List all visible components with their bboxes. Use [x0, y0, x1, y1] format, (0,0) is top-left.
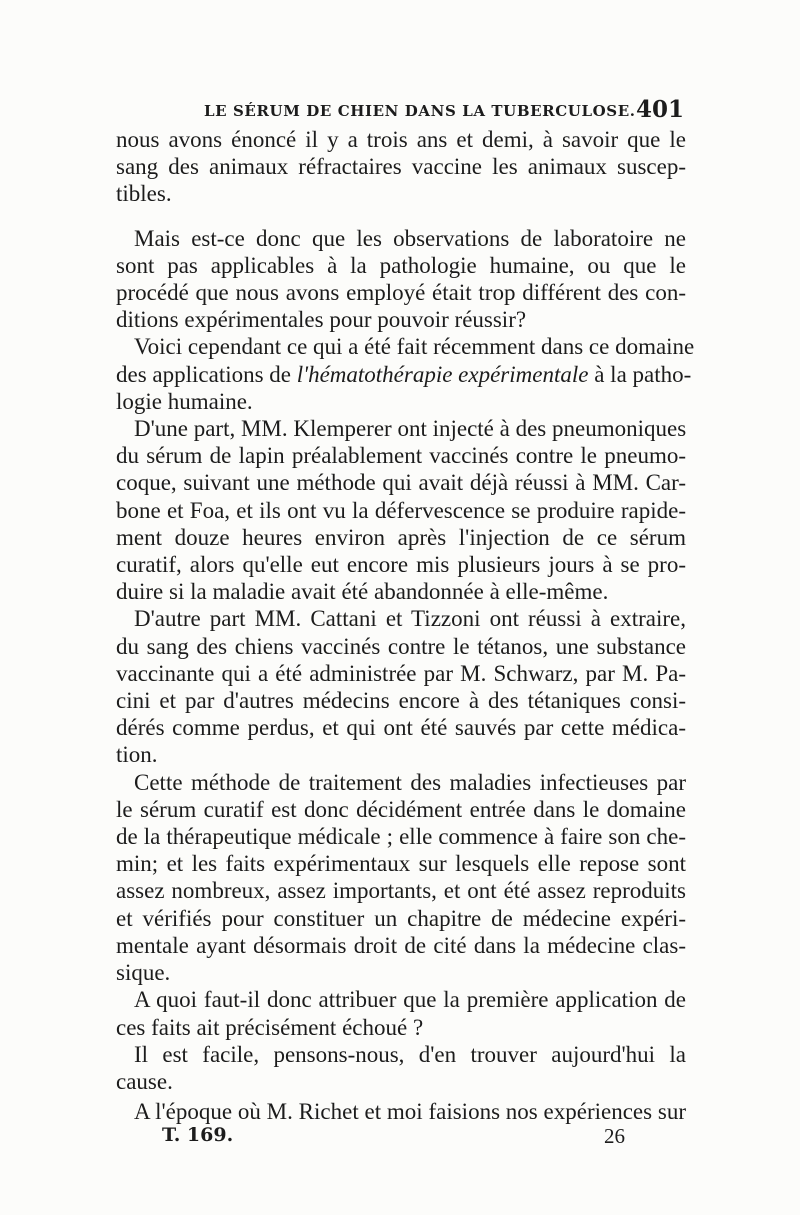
text-line: D'une part, MM. Klemperer ont injecté à des pneumoniques: [134, 416, 687, 442]
volume-signature: T. 169.: [162, 1124, 234, 1146]
text-line: cini et par d'autres médecins encore à des tétaniques consi-: [116, 688, 686, 714]
italic-term: l'hématothérapie expérimentale: [296, 361, 589, 387]
paragraph-3: [116, 333, 695, 415]
text-line: tibles.: [116, 181, 172, 207]
text-line: sang des animaux réfractaires vaccine les animaux suscep-: [116, 154, 686, 180]
text-line: curatif, alors qu'elle eut encore mis plusieurs jours à se pro-: [116, 552, 686, 578]
text-line: D'autre part MM. Cattani et Tizzoni ont réussi à extraire,: [134, 606, 686, 632]
paragraph-gap: [116, 208, 686, 225]
text-line: bone et Foa, et ils ont vu la défervescence se produire rapide-: [116, 497, 686, 523]
text-line: sont pas applicables à la pathologie humaine, ou que le: [116, 252, 686, 278]
paragraph-4: [116, 415, 686, 605]
text-line: du sang des chiens vaccinés contre le tétanos, une substance: [116, 633, 686, 659]
paragraph-8: [116, 1041, 686, 1095]
text-line: coque, suivant une méthode qui avait déjà réussi à MM. Car-: [116, 470, 686, 496]
text-line-with-italic: [116, 361, 692, 388]
gathering-signature: 26: [604, 1124, 625, 1148]
text-line: A l'époque où M. Richet et moi faisions nos expériences sur: [134, 1099, 686, 1125]
running-head: LE SÉRUM DE CHIEN DANS LA TUBERCULOSE.: [204, 102, 636, 120]
paragraph-7: [116, 986, 686, 1040]
paragraph-2: [116, 225, 686, 334]
text-line: vaccinante qui a été administrée par M. Schwarz, par M. Pa-: [116, 660, 686, 686]
text-line: ment douze heures environ après l'injection de ce sérum: [116, 524, 686, 550]
text-line: min; et les faits expérimentaux sur lesquels elle repose sont: [116, 851, 686, 877]
text-line: duire si la maladie avait été abandonnée à elle-même.: [116, 579, 609, 605]
paragraph-6: [116, 769, 686, 987]
text-line: dérés comme perdus, et qui ont été sauvés par cette médica-: [116, 715, 686, 741]
text-line: nous avons énoncé il y a trois ans et demi, à savoir que le: [116, 127, 686, 152]
text-fragment: des applications de: [116, 361, 297, 387]
page-header: [116, 96, 686, 124]
text-line: cause.: [116, 1068, 173, 1094]
text-line: Voici cependant ce qui a été fait récemment dans ce domaine: [134, 334, 695, 360]
text-line: tion.: [116, 742, 158, 768]
text-line: logie humaine.: [116, 388, 253, 414]
text-fragment: à la patho-: [588, 361, 692, 387]
body-text: [116, 126, 695, 1125]
text-line: assez nombreux, assez importants, et ont été assez reproduits: [116, 878, 686, 904]
paragraph-1: [116, 126, 686, 208]
page-number: 401: [635, 96, 684, 123]
text-line: Mais est-ce donc que les observations de laboratoire ne: [134, 225, 686, 251]
text-line: de la thérapeutique médicale ; elle commence à faire son che-: [116, 824, 686, 850]
text-line: A quoi faut-il donc attribuer que la première application de: [134, 987, 686, 1013]
text-line: procédé que nous avons employé était trop différent des con-: [116, 280, 686, 306]
page-footer: [116, 1124, 686, 1154]
text-line: sique.: [116, 960, 171, 986]
text-line: mentale ayant désormais droit de cité dans la médecine clas-: [116, 932, 686, 958]
text-line: ditions expérimentales pour pouvoir réussir?: [116, 307, 527, 333]
text-line: du sérum de lapin préalablement vaccinés contre le pneumo-: [116, 443, 686, 469]
text-line: Cette méthode de traitement des maladies infectieuses par: [134, 769, 686, 795]
paragraph-9: [116, 1098, 686, 1125]
text-line: Il est facile, pensons-nous, d'en trouver aujourd'hui la: [134, 1041, 686, 1067]
paragraph-5: [116, 605, 686, 768]
text-line: le sérum curatif est donc décidément entrée dans le domaine: [116, 796, 686, 822]
text-line: et vérifiés pour constituer un chapitre de médecine expéri-: [116, 905, 686, 931]
text-line: ces faits ait précisément échoué ?: [116, 1014, 424, 1040]
